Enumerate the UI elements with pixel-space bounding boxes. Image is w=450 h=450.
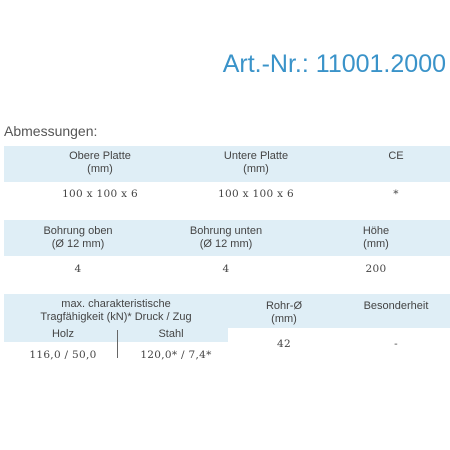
value-stahl: 120,0* / 7,4* <box>140 349 212 361</box>
header-capacity <box>4 298 228 324</box>
header-line1: max. charakteristische <box>61 298 171 310</box>
header-rohr <box>236 300 332 326</box>
header-untere-platte <box>186 150 326 176</box>
header-bohrung-unten <box>156 225 296 251</box>
value-untere-platte: 100 x 100 x 6 <box>218 188 294 200</box>
value-besonderheit: - <box>394 338 398 350</box>
header-ce <box>356 150 436 163</box>
value-hoehe: 200 <box>365 263 387 275</box>
header-line1: Bohrung oben <box>43 225 113 237</box>
value-ce: * <box>393 188 399 200</box>
header-line2: (mm) <box>363 238 389 250</box>
header-hoehe <box>336 225 416 251</box>
column-divider <box>117 330 118 358</box>
value-rohr: 42 <box>277 338 291 350</box>
header-line1: Untere Platte <box>223 150 289 162</box>
header-line1: Bohrung unten <box>189 225 263 237</box>
header-line2: (Ø 12 mm) <box>51 238 105 250</box>
value-holz: 116,0 / 50,0 <box>29 349 97 361</box>
value-obere-platte: 100 x 100 x 6 <box>62 188 138 200</box>
header-line2: (Ø 12 mm) <box>199 238 253 250</box>
header-obere-platte <box>30 150 170 176</box>
header-line2: Tragfähigkeit (kN)* Druck / Zug <box>40 311 192 323</box>
section-title: Abmessungen: <box>4 123 98 139</box>
header-bohrung-oben <box>8 225 148 251</box>
header-line1: Höhe <box>362 225 390 237</box>
header-line1: Rohr-Ø <box>265 300 303 312</box>
header-line2: (mm) <box>87 163 113 175</box>
subheader-stahl: Stahl <box>158 328 184 340</box>
value-bohrung-oben: 4 <box>74 263 82 275</box>
subheader-holz: Holz <box>51 328 74 340</box>
header-line1: CE <box>388 150 404 162</box>
article-number: Art.-Nr.: 11001.2000 <box>222 50 446 78</box>
header-line2: (mm) <box>271 313 297 325</box>
header-line1: Obere Platte <box>69 150 131 162</box>
header-line2: (mm) <box>243 163 269 175</box>
header-besonderheit: Besonderheit <box>363 300 429 312</box>
value-bohrung-unten: 4 <box>222 263 230 275</box>
